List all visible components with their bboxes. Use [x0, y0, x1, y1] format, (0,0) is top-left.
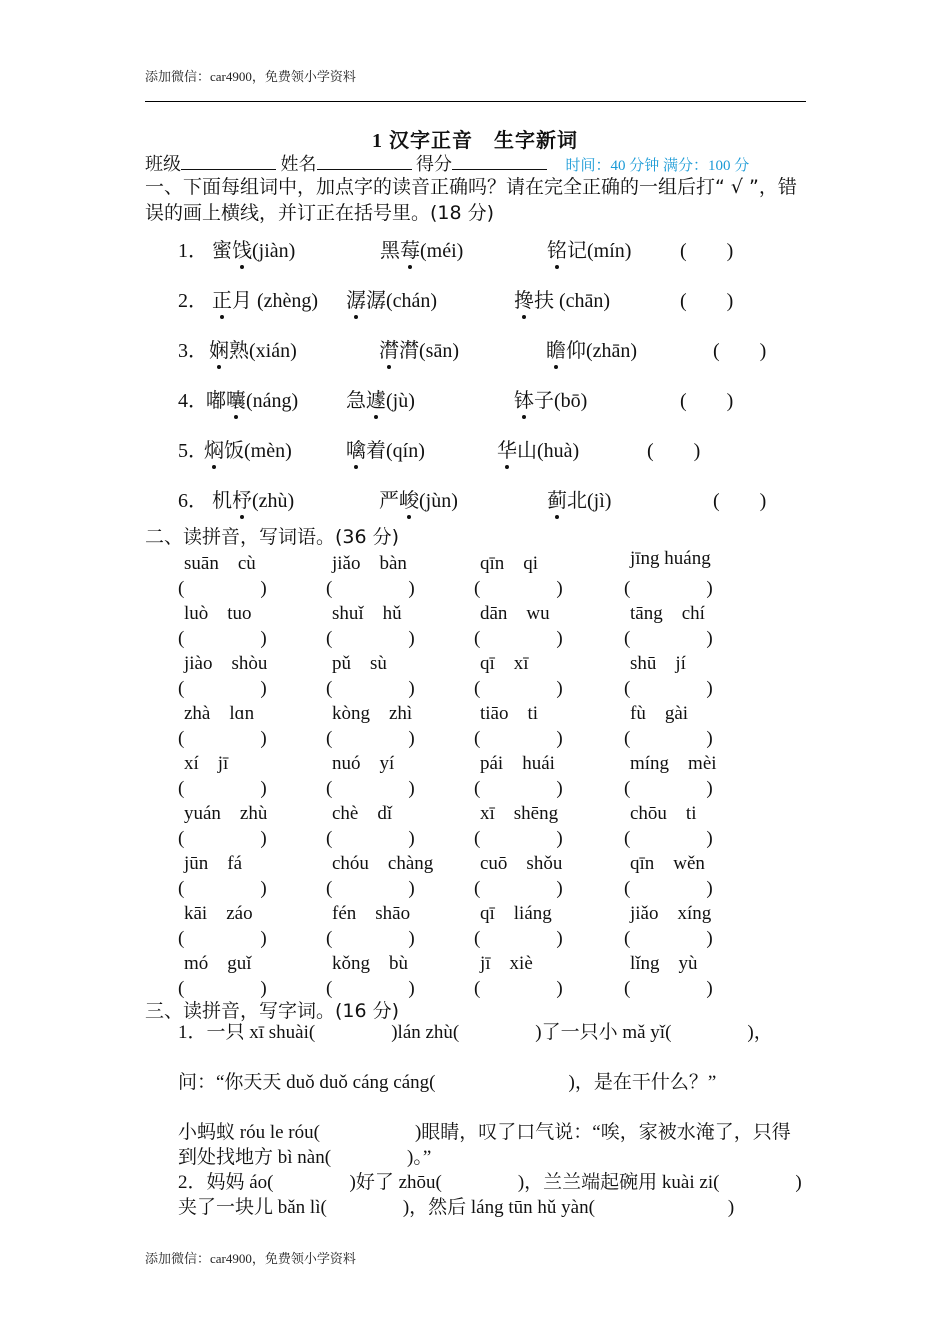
answer-paren[interactable]: ( ) — [624, 878, 713, 899]
answer-paren[interactable]: ( ) — [326, 778, 415, 799]
word-char: 着 — [366, 440, 386, 462]
pinyin-prompt: xī shēng — [480, 803, 559, 824]
pinyin-prompt: qīn wěn — [630, 853, 705, 874]
answer-paren[interactable]: ( ) — [326, 628, 415, 649]
pinyin-reading: (mín) — [587, 240, 632, 262]
pinyin-reading: (jiàn) — [252, 240, 296, 262]
dotted-char: 钵 — [514, 390, 534, 412]
pinyin-reading: (jì) — [587, 490, 612, 512]
pinyin-prompt: shū jí — [630, 653, 686, 674]
top-note: 添加微信：car4900，免费领小学资料 — [145, 69, 356, 84]
pinyin-prompt: jīng huáng — [630, 548, 711, 569]
section3-line-3: 小蚂蚁 róu le róu( )眼睛，叹了口气说：“唉，家被水淹了，只得到处找地方 bì nàn( )。” — [178, 1122, 791, 1168]
pinyin-prompt: tiāo ti — [480, 703, 539, 724]
item-number: 5． — [178, 440, 208, 462]
answer-paren[interactable]: ( ) — [326, 728, 415, 749]
dotted-char: 蓟 — [547, 490, 567, 512]
answer-paren[interactable]: ( ) — [680, 290, 734, 312]
answer-paren[interactable]: ( ) — [326, 578, 415, 599]
name-blank[interactable] — [317, 151, 412, 170]
pinyin-prompt: jiǎo bàn — [332, 553, 407, 574]
pinyin-reading: (bō) — [554, 390, 588, 412]
score-label: 得分 — [416, 154, 452, 174]
word-with-pinyin — [379, 334, 459, 363]
answer-paren[interactable]: ( ) — [624, 778, 713, 799]
pinyin-prompt: qī xī — [480, 653, 529, 674]
name-label: 姓名 — [280, 154, 317, 174]
answer-paren[interactable]: ( ) — [624, 928, 713, 949]
word-with-pinyin — [212, 284, 318, 313]
time-info: 时间：40 分钟 满分：100 分 — [565, 158, 750, 174]
answer-paren[interactable]: ( ) — [474, 928, 563, 949]
section3-line-2: 问：“你天天 duǒ duǒ cáng cáng( )，是在干什么？” — [178, 1072, 717, 1093]
score-blank[interactable] — [452, 151, 547, 170]
word-with-pinyin — [346, 434, 425, 463]
section3-heading: 三、读拼音，写字词。(16 分) — [145, 1000, 400, 1022]
word-with-pinyin — [497, 434, 579, 463]
pinyin-prompt: nuó yí — [332, 753, 395, 774]
answer-paren[interactable]: ( ) — [326, 828, 415, 849]
pinyin-prompt: fén shāo — [332, 903, 411, 924]
pinyin-prompt: chè dǐ — [332, 803, 393, 824]
word-char: 严 — [379, 490, 399, 512]
dotted-char: 峻 — [399, 490, 419, 512]
answer-paren[interactable]: ( ) — [474, 678, 563, 699]
answer-paren[interactable]: ( ) — [624, 578, 713, 599]
pinyin-prompt: chóu chàng — [332, 853, 434, 874]
pinyin-reading: (zhù) — [252, 490, 295, 512]
word-with-pinyin — [380, 234, 463, 263]
header-divider — [145, 101, 806, 102]
word-char: 仰 — [566, 340, 586, 362]
pinyin-prompt: fù gài — [630, 703, 689, 724]
dotted-char: 囔 — [226, 390, 246, 412]
answer-paren[interactable]: ( ) — [624, 728, 713, 749]
answer-paren[interactable]: ( ) — [680, 390, 734, 412]
page-title: 1 汉字正音 生字新词 — [372, 130, 578, 152]
answer-paren[interactable]: ( ) — [178, 628, 267, 649]
dotted-char: 华 — [497, 440, 517, 462]
dotted-char: 莓 — [400, 240, 420, 262]
dotted-char: 瞻 — [546, 340, 566, 362]
word-with-pinyin — [514, 284, 610, 313]
pinyin-prompt: zhà lɑn — [184, 703, 255, 724]
pinyin-reading: (sān) — [419, 340, 459, 362]
class-label: 班级 — [145, 154, 181, 174]
answer-paren[interactable]: ( ) — [326, 678, 415, 699]
answer-paren[interactable]: ( ) — [474, 878, 563, 899]
pinyin-prompt: jī xiè — [480, 953, 533, 974]
pinyin-prompt: mó guǐ — [184, 953, 252, 974]
section1-heading: 一、下面每组词中，加点字的读音正确吗？请在完全正确的一组后打“ √ ”，错误的画上横线，并订正在括号里。(18 分) — [145, 176, 797, 224]
answer-paren[interactable]: ( ) — [474, 728, 563, 749]
answer-paren[interactable]: ( ) — [326, 928, 415, 949]
answer-paren[interactable]: ( ) — [624, 978, 713, 999]
pinyin-prompt: shuǐ hǔ — [332, 603, 402, 624]
answer-paren[interactable]: ( ) — [178, 978, 267, 999]
word-char: 饭 — [224, 440, 244, 462]
item-number: 1． — [178, 240, 208, 262]
pinyin-reading: (mèn) — [244, 440, 292, 462]
word-with-pinyin — [212, 484, 294, 513]
answer-paren[interactable]: ( ) — [647, 440, 701, 462]
dotted-char: 遽 — [366, 390, 386, 412]
answer-paren[interactable]: ( ) — [178, 928, 267, 949]
word-with-pinyin — [547, 484, 611, 513]
word-char: 记 — [567, 240, 587, 262]
pinyin-prompt: luò tuo — [184, 603, 252, 624]
word-char: 熟 — [229, 340, 249, 362]
dotted-char: 搀 — [514, 290, 534, 312]
answer-paren[interactable]: ( ) — [178, 878, 267, 899]
pinyin-reading: (huà) — [537, 440, 580, 462]
word-char: 扶 — [534, 290, 554, 312]
word-char: 机 — [212, 490, 232, 512]
answer-paren[interactable]: ( ) — [178, 678, 267, 699]
pinyin-prompt: tāng chí — [630, 603, 705, 624]
student-info-line — [145, 150, 749, 176]
word-with-pinyin — [546, 334, 637, 363]
dotted-char: 杼 — [232, 490, 252, 512]
item-number: 3． — [178, 340, 208, 362]
pinyin-prompt: pǔ sù — [332, 653, 387, 674]
answer-paren[interactable]: ( ) — [178, 728, 267, 749]
item-number: 4． — [178, 390, 208, 412]
pinyin-prompt: dān wu — [480, 603, 550, 624]
answer-paren[interactable]: ( ) — [326, 978, 415, 999]
section3-line-1: 1．一只 xī shuài( )lán zhù( )了一只小 mǎ yǐ( )， — [178, 1022, 773, 1043]
word-with-pinyin — [514, 384, 587, 413]
dotted-char: 正 — [212, 290, 232, 312]
dotted-char: 潸 — [379, 340, 399, 362]
answer-paren[interactable]: ( ) — [680, 240, 734, 262]
answer-paren[interactable]: ( ) — [624, 678, 713, 699]
pinyin-reading: (méi) — [420, 240, 464, 262]
class-blank[interactable] — [181, 151, 276, 170]
pinyin-prompt: kǒng bù — [332, 953, 409, 974]
section3-line-4: 2．妈妈 áo( )好了 zhōu( )，兰兰端起碗用 kuài zi( )夹了一块儿 bǎn lì( )，然后 láng tūn hǔ yàn( ) — [178, 1172, 802, 1218]
pinyin-prompt: qīn qi — [480, 553, 539, 574]
pinyin-reading: (chān) — [554, 290, 611, 312]
answer-paren[interactable]: ( ) — [178, 828, 267, 849]
bottom-note: 添加微信：car4900，免费领小学资料 — [145, 1251, 356, 1266]
answer-paren[interactable]: ( ) — [624, 628, 713, 649]
answer-paren[interactable]: ( ) — [713, 490, 767, 512]
pinyin-prompt: jūn fá — [184, 853, 243, 874]
word-char: 北 — [567, 490, 587, 512]
item-number: 6． — [178, 490, 208, 512]
dotted-char: 焖 — [204, 440, 224, 462]
dotted-char: 娴 — [209, 340, 229, 362]
pinyin-prompt: jiǎo xíng — [630, 903, 712, 924]
word-with-pinyin — [212, 234, 295, 263]
answer-paren[interactable]: ( ) — [474, 978, 563, 999]
pinyin-reading: (zhān) — [586, 340, 638, 362]
pinyin-prompt: kāi záo — [184, 903, 253, 924]
word-with-pinyin — [206, 384, 298, 413]
word-with-pinyin — [346, 384, 415, 413]
item-number: 2． — [178, 290, 208, 312]
pinyin-reading: (xián) — [249, 340, 297, 362]
word-char: 子 — [534, 390, 554, 412]
pinyin-reading: (qín) — [386, 440, 425, 462]
word-with-pinyin — [209, 334, 297, 363]
pinyin-prompt: jiào shòu — [184, 653, 268, 674]
word-char: 潺 — [366, 290, 386, 312]
pinyin-prompt: xí jī — [184, 753, 229, 774]
word-with-pinyin — [547, 234, 631, 263]
dotted-char: 噙 — [346, 440, 366, 462]
word-char: 潸 — [399, 340, 419, 362]
answer-paren[interactable]: ( ) — [474, 828, 563, 849]
answer-paren[interactable]: ( ) — [474, 578, 563, 599]
pinyin-prompt: suān cù — [184, 553, 256, 574]
pinyin-prompt: pái huái — [480, 753, 555, 774]
pinyin-prompt: kòng zhì — [332, 703, 413, 724]
pinyin-reading: (jùn) — [419, 490, 458, 512]
dotted-char: 铭 — [547, 240, 567, 262]
pinyin-prompt: yuán zhù — [184, 803, 268, 824]
word-with-pinyin — [204, 434, 292, 463]
pinyin-prompt: qī liáng — [480, 903, 552, 924]
answer-paren[interactable]: ( ) — [474, 628, 563, 649]
word-with-pinyin — [379, 484, 458, 513]
pinyin-prompt: cuō shǒu — [480, 853, 563, 874]
word-char: 嘟 — [206, 390, 226, 412]
word-char: 急 — [346, 390, 366, 412]
section2-heading: 二、读拼音，写词语。(36 分) — [145, 526, 400, 548]
answer-paren[interactable]: ( ) — [624, 828, 713, 849]
pinyin-reading: (náng) — [246, 390, 299, 412]
answer-paren[interactable]: ( ) — [474, 778, 563, 799]
answer-paren[interactable]: ( ) — [178, 778, 267, 799]
pinyin-prompt: míng mèi — [630, 753, 717, 774]
pinyin-reading: (zhèng) — [252, 290, 319, 312]
pinyin-prompt: lǐng yù — [630, 953, 698, 974]
word-char: 蜜 — [212, 240, 232, 262]
word-char: 月 — [232, 290, 252, 312]
pinyin-prompt: chōu ti — [630, 803, 697, 824]
pinyin-reading: (chán) — [386, 290, 438, 312]
word-char: 山 — [517, 440, 537, 462]
pinyin-reading: (jù) — [386, 390, 415, 412]
word-with-pinyin — [346, 284, 437, 313]
dotted-char: 饯 — [232, 240, 252, 262]
answer-paren[interactable]: ( ) — [326, 878, 415, 899]
answer-paren[interactable]: ( ) — [713, 340, 767, 362]
answer-paren[interactable]: ( ) — [178, 578, 267, 599]
dotted-char: 潺 — [346, 290, 366, 312]
word-char: 黑 — [380, 240, 400, 262]
